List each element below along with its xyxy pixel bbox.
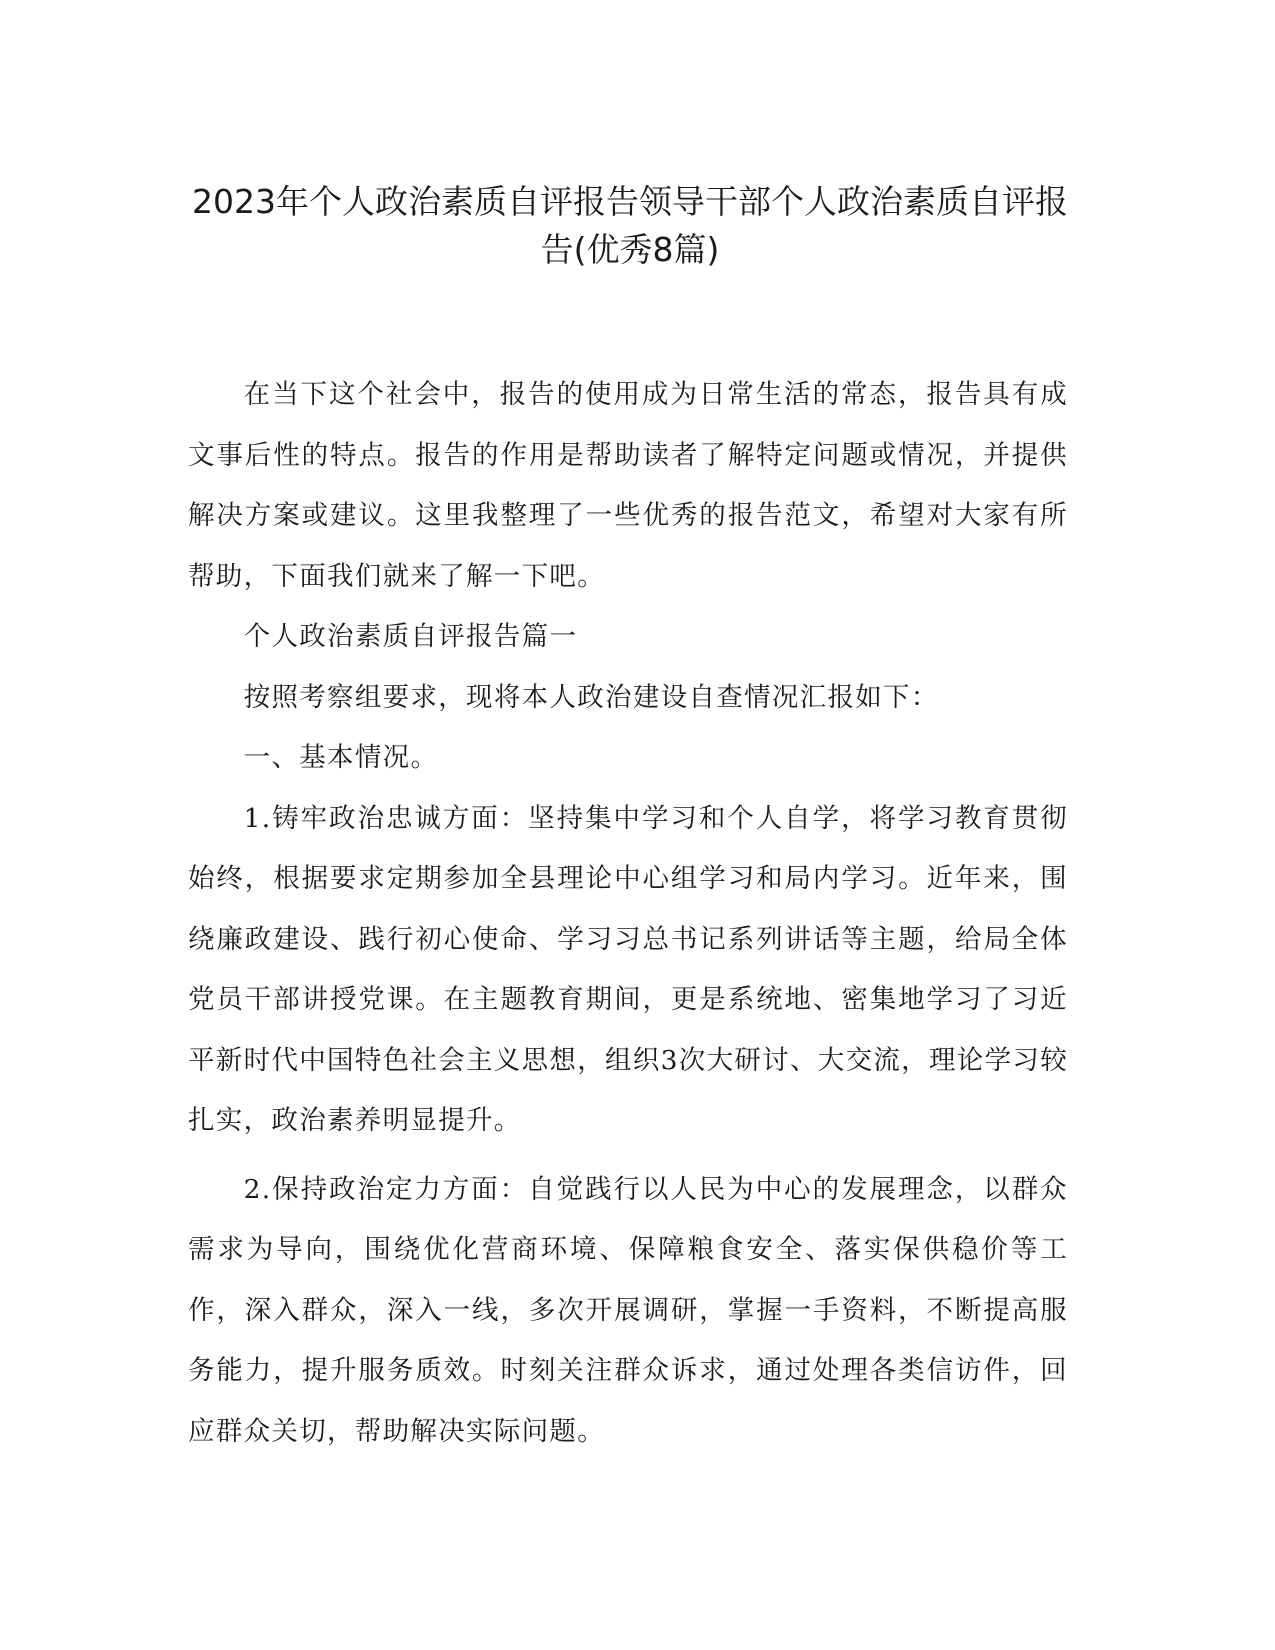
document-body: [188, 365, 1068, 1462]
political-loyalty-paragraph: 1.铸牢政治忠诚方面：坚持集中学习和个人自学，将学习教育贯彻始终，根据要求定期参加全县理论中心组学习和局内学习。近年来，围绕廉政建设、践行初心使命、学习习总书记系列讲话等主题，给局全体党员干部讲授党课。在主题教育期间，更是系统地、密集地学习了习近平新时代中国特色社会主义思想，组织3次大研讨、大交流，理论学习较扎实，政治素养明显提升。: [188, 802, 1068, 1136]
document-title: 2023年个人政治素质自评报告领导干部个人政治素质自评报告(优秀8篇): [192, 182, 1068, 269]
intro-paragraph: 在当下这个社会中，报告的使用成为日常生活的常态，报告具有成文事后性的特点。报告的作用是帮助读者了解特定问题或情况，并提供解决方案或建议。这里我整理了一些优秀的报告范文，希望对大家有所帮助，下面我们就来了解一下吧。: [188, 379, 1068, 592]
political-steadiness-paragraph: 2.保持政治定力方面：自觉践行以人民为中心的发展理念，以群众需求为导向，围绕优化营商环境、保障粮食安全、落实保供稳价等工作，深入群众，深入一线，多次开展调研，掌握一手资料，不断提高服务能力，提升服务质效。时刻关注群众诉求，通过处理各类信访件，回应群众关切，帮助解决实际问题。: [188, 1173, 1068, 1447]
section-heading-part-one: 个人政治素质自评报告篇一: [243, 621, 578, 652]
section-heading-basic-situation: 一、基本情况。: [243, 742, 439, 773]
report-lead-paragraph: 按照考察组要求，现将本人政治建设自查情况汇报如下：: [243, 681, 939, 713]
